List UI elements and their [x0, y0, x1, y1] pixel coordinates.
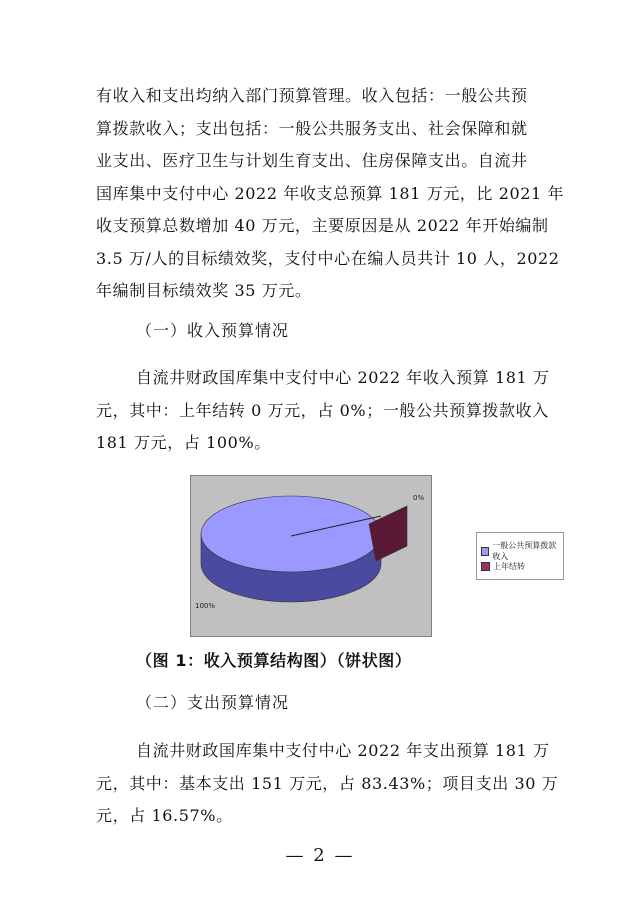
- page-number: — 2 —: [285, 845, 355, 866]
- paragraph-budget-overview: [96, 80, 565, 308]
- pie-chart-plot-area: [190, 475, 432, 637]
- legend-item-general-public-budget: [481, 540, 563, 562]
- text-line: 收支预算总数增加 40 万元，主要原因是从 2022 年开始编制: [96, 216, 549, 235]
- data-label-zero-percent: 0%: [413, 494, 425, 502]
- figure-caption: （图 1：收入预算结构图）（饼状图）: [136, 651, 412, 670]
- legend-item-prior-year-carryover: [481, 561, 525, 572]
- pie-slice-prior-year-carryover: [369, 506, 407, 561]
- text-line: 3.5 万/人的目标绩效奖，支付中心在编人员共计 10 人，2022: [96, 248, 560, 268]
- paragraph-income-budget: [96, 362, 556, 460]
- text-line: 元，其中：基本支出 151 万元，占 83.43%；项目支出 30 万: [96, 773, 559, 793]
- legend-label: 一般公共预算拨款收入: [492, 541, 557, 561]
- text-line: 元，其中：上年结转 0 万元，占 0%；一般公共预算拨款收入: [96, 400, 549, 420]
- text-line: 自流井财政国库集中支付中心 2022 年支出预算 181 万: [136, 741, 550, 760]
- paragraph-expense-budget: [96, 735, 559, 833]
- data-label-hundred-percent: 100%: [195, 602, 216, 610]
- heading-expense-budget: （二）支出预算情况: [136, 693, 290, 712]
- text-line: 181 万元，占 100%。: [96, 433, 271, 452]
- pie-slice-general-public-budget: [201, 496, 381, 572]
- heading-income-budget: （一）收入预算情况: [136, 321, 290, 340]
- legend-swatch: [481, 547, 489, 556]
- text-line: 元，占 16.57%。: [96, 806, 233, 825]
- text-line: 自流井财政国库集中支付中心 2022 年收入预算 181 万: [136, 368, 550, 387]
- chart-legend: [476, 532, 564, 580]
- text-line: 国库集中支付中心 2022 年收支总预算 181 万元，比 2021 年: [96, 183, 565, 203]
- text-line: 业支出、医疗卫生与计划生育支出、住房保障支出。自流井: [96, 151, 528, 170]
- text-line: 年编制目标绩效奖 35 万元。: [96, 281, 312, 300]
- pie-chart: [191, 476, 431, 636]
- legend-swatch: [481, 562, 490, 571]
- legend-label: 上年结转: [493, 562, 525, 571]
- text-line: 有收入和支出均纳入部门预算管理。收入包括：一般公共预: [96, 86, 528, 105]
- text-line: 算拨款收入；支出包括：一般公共服务支出、社会保障和就: [96, 118, 528, 138]
